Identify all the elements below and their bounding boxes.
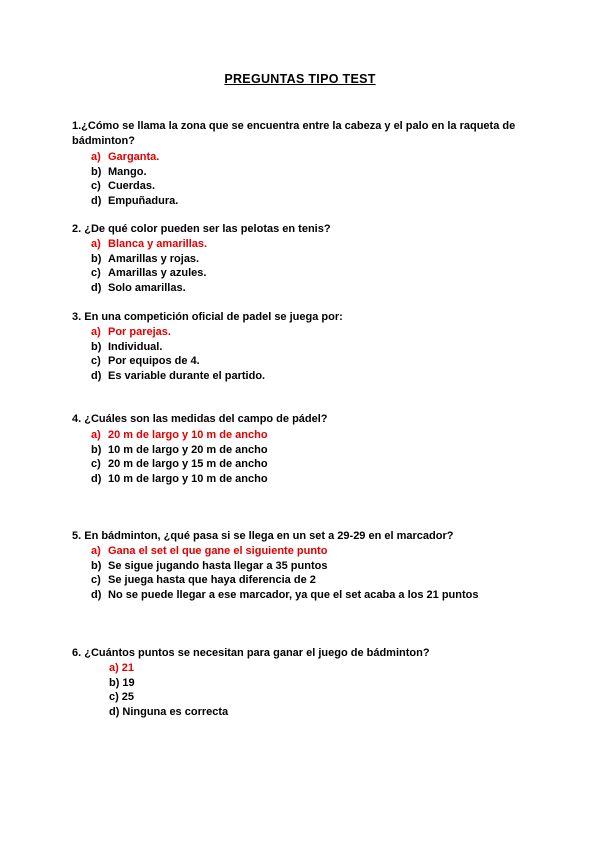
option-6c: c) 25	[109, 691, 135, 704]
option-1c: c) Cuerdas.	[91, 180, 156, 193]
option-4a: a) 20 m de largo y 10 m de ancho	[91, 429, 268, 441]
question-4: 4. ¿Cuáles son las medidas del campo de pádel?	[72, 413, 328, 425]
question-2-options	[91, 237, 207, 295]
option-2a: a) Blanca y amarillas.	[91, 238, 208, 250]
option-2c: c) Amarillas y azules.	[91, 267, 207, 280]
option-2d: d) Solo amarillas.	[91, 281, 186, 294]
option-3d: d) Es variable durante el partido.	[91, 369, 266, 382]
option-1a: a) Garganta.	[91, 151, 160, 163]
question-1-options	[91, 150, 178, 208]
option-1d: d) Empuñadura.	[91, 194, 179, 207]
option-5c: c) Se juega hasta que haya diferencia de 2	[91, 574, 316, 587]
question-3: 3. En una competición oficial de padel se juega por:	[72, 311, 343, 323]
question-3-options	[91, 325, 265, 383]
question-6: 6. ¿Cuántos puntos se necesitan para ganar el juego de bádminton?	[72, 647, 430, 659]
option-5a: a) Gana el set el que gane el siguiente punto	[91, 545, 328, 557]
option-6a: a) 21	[109, 662, 135, 674]
option-3a: a) Por parejas.	[91, 326, 171, 338]
option-4d: d) 10 m de largo y 10 m de ancho	[91, 472, 268, 485]
option-6d: d) Ninguna es correcta	[109, 705, 229, 718]
option-1b: b) Mango.	[91, 165, 147, 178]
question-5: 5. En bádminton, ¿qué pasa si se llega en un set a 29-29 en el marcador?	[72, 530, 454, 542]
option-3b: b) Individual.	[91, 340, 163, 353]
question-4-options	[91, 428, 268, 486]
option-3c: c) Por equipos de 4.	[91, 355, 200, 368]
question-1: 1.¿Cómo se llama la zona que se encuentra entre la cabeza y el palo en la raqueta de bádminton?	[72, 120, 516, 147]
option-2b: b) Amarillas y rojas.	[91, 252, 200, 265]
option-5d: d) No se puede llegar a ese marcador, ya que el set acaba a los 21 puntos	[91, 588, 479, 601]
question-5-options	[91, 544, 479, 602]
question-6-options	[109, 661, 228, 719]
page-title: PREGUNTAS TIPO TEST	[224, 72, 376, 86]
question-2: 2. ¿De qué color pueden ser las pelotas en tenis?	[72, 223, 331, 235]
option-6b: b) 19	[109, 676, 135, 689]
option-4b: b) 10 m de largo y 20 m de ancho	[91, 443, 268, 456]
option-5b: b) Se sigue jugando hasta llegar a 35 puntos	[91, 559, 328, 572]
option-4c: c) 20 m de largo y 15 m de ancho	[91, 458, 268, 471]
